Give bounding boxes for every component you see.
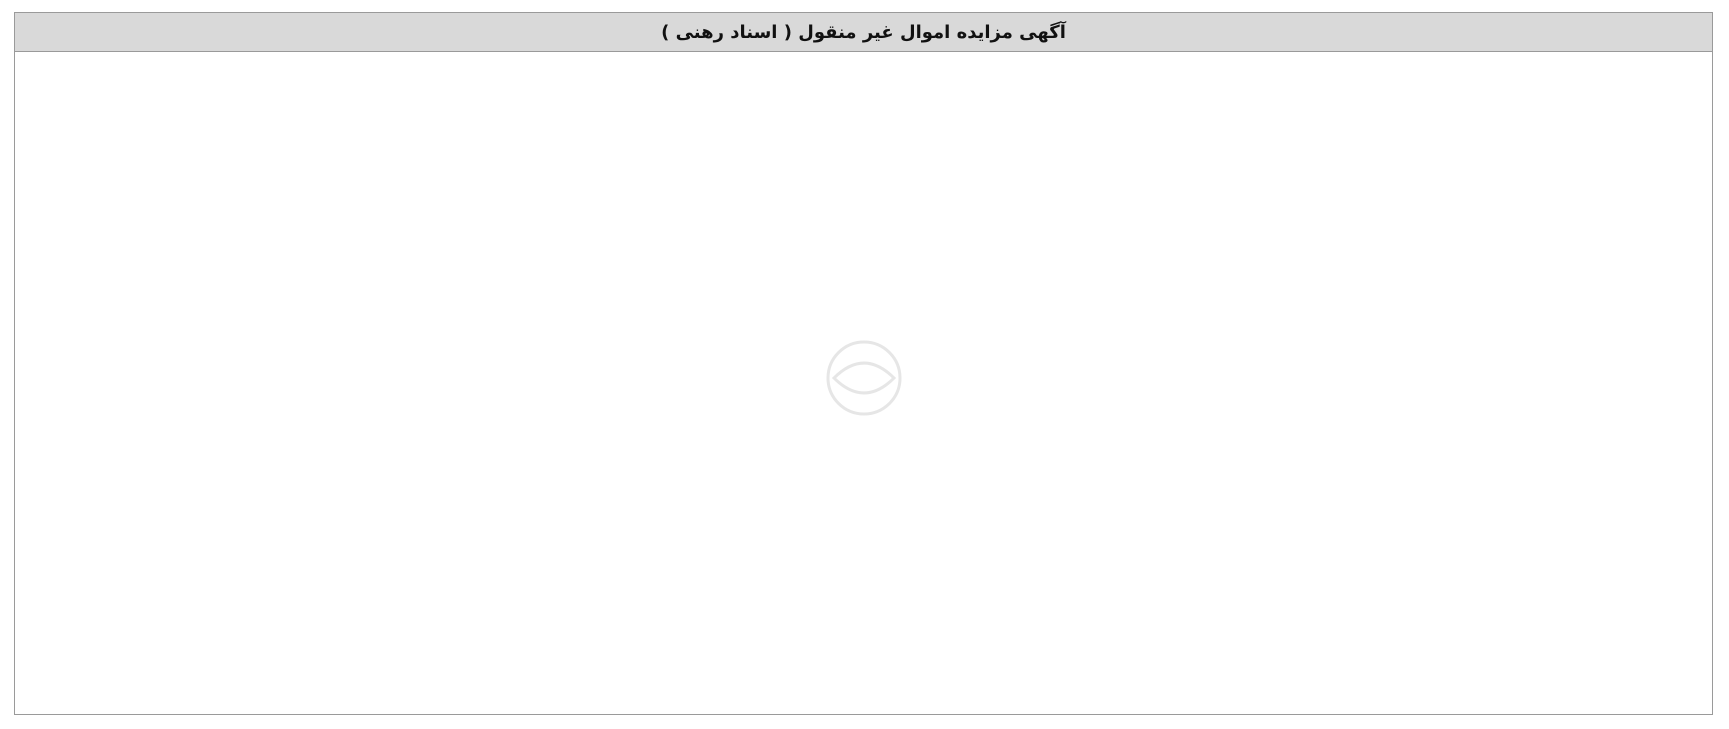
- title-bar: [15, 13, 1712, 52]
- column-left: [25, 59, 572, 704]
- text-columns: [25, 59, 1702, 704]
- column-middle: [590, 59, 1137, 704]
- auction-notice: [14, 12, 1713, 715]
- column-right: [1155, 59, 1702, 704]
- notice-title: آگهی مزایده اموال غیر منقول ( اسناد رهنی ): [661, 21, 1066, 43]
